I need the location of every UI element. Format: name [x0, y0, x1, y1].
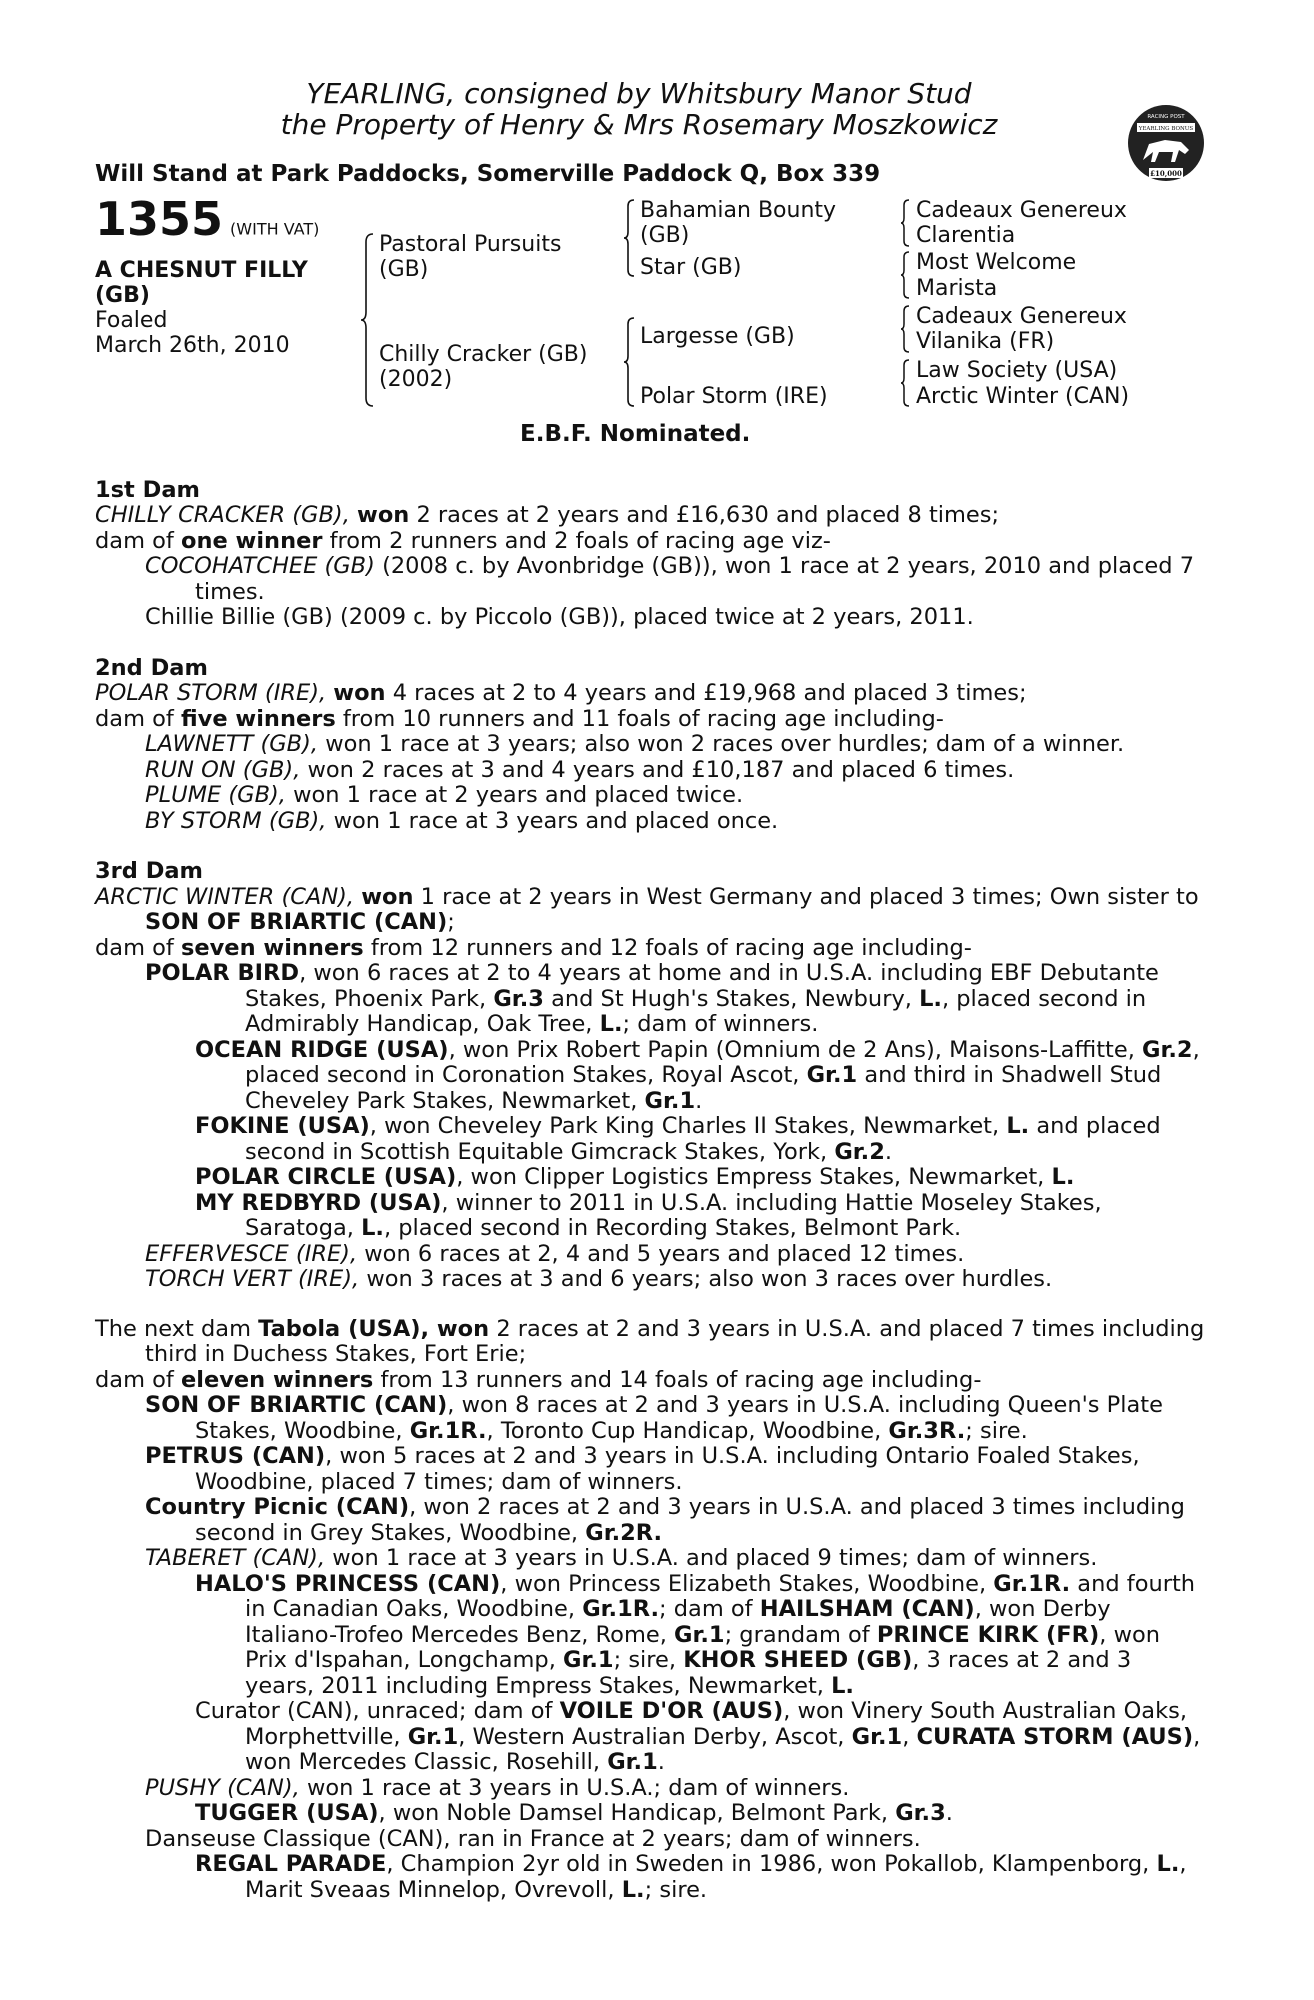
- third-dam-produce: dam of seven winners from 12 runners and 12 foals of racing age including-: [95, 934, 972, 961]
- foaled-date: March 26th, 2010: [95, 332, 290, 358]
- sire-origin: (GB): [379, 256, 429, 282]
- dam-sire: Largesse (GB): [640, 323, 795, 349]
- dam-dam: Polar Storm (IRE): [640, 383, 828, 409]
- badge-mid-text: YEARLING BONUS: [1138, 126, 1194, 132]
- produce-entry: REGAL PARADE, Champion 2yr old in Sweden in 1986, won Pokallob, Klampenborg, L., Marit Sveaas Minnelop, Ovrevoll, L.; sire.: [195, 1851, 1187, 1903]
- brace-icon: [899, 304, 911, 354]
- stand-location: Will Stand at Park Paddocks, Somerville Paddock Q, Box 339: [95, 161, 881, 187]
- produce-entry: BY STORM (GB), won 1 race at 3 years and placed once.: [145, 807, 779, 834]
- brace-icon: [899, 250, 911, 300]
- badge-amount-text: £10,000: [1150, 169, 1182, 178]
- produce-entry: Curator (CAN), unraced; dam of VOILE D'OR (AUS), won Vinery South Australian Oaks, Morphettville, Gr.1, Western Australian Derby, Ascot, Gr.1, CURATA STORM (AUS), won Mercedes Classic, Rosehill, Gr.1.: [195, 1698, 1201, 1775]
- third-dam-title: 3rd Dam: [95, 858, 203, 884]
- produce-entry: TUGGER (USA), won Noble Damsel Handicap, Belmont Park, Gr.3.: [195, 1800, 953, 1826]
- produce-entry: SON OF BRIARTIC (CAN), won 8 races at 2 and 3 years in U.S.A. including Queen's Plate Stakes, Woodbine, Gr.1R., Toronto Cup Handicap, Woodbine, Gr.3R.; sire.: [145, 1392, 1163, 1444]
- ggs-4: Marista: [916, 275, 998, 301]
- ggs-1: Cadeaux Genereux: [916, 197, 1127, 223]
- catalogue-page: [95, 78, 1205, 1903]
- third-dam-line: ARCTIC WINTER (CAN), won 1 race at 2 years in West Germany and placed 3 times; Own sister to SON OF BRIARTIC (CAN);: [95, 883, 1199, 935]
- ggs-6: Vilanika (FR): [916, 328, 1055, 354]
- sire-sire-origin: (GB): [640, 222, 690, 248]
- produce-entry: PETRUS (CAN), won 5 races at 2 and 3 years in U.S.A. including Ontario Foaled Stakes, Woodbine, placed 7 times; dam of winners.: [145, 1443, 1140, 1495]
- produce-entry: Country Picnic (CAN), won 2 races at 2 and 3 years in U.S.A. and placed 3 times including second in Grey Stakes, Woodbine, Gr.2R.: [145, 1494, 1185, 1546]
- lot-description: A CHESNUT FILLY: [95, 257, 308, 283]
- first-dam-produce: dam of one winner from 2 runners and 2 foals of racing age viz-: [95, 527, 831, 554]
- produce-entry: TABERET (CAN), won 1 race at 3 years in U.S.A. and placed 9 times; dam of winners.: [145, 1545, 1098, 1571]
- produce-entry: HALO'S PRINCESS (CAN), won Princess Elizabeth Stakes, Woodbine, Gr.1R. and fourth in Canadian Oaks, Woodbine, Gr.1R.; dam of HAILSHAM (CAN), won Derby Italiano-Trofeo Mercedes Benz, Rome, Gr.1; grandam of PRINCE KIRK (FR), won Prix d'Ispahan, Longchamp, Gr.1; sire, KHOR SHEED (GB), 3 races at 2 and 3 years, 2011 including Empress Stakes, Newmarket, L.: [195, 1570, 1196, 1699]
- brace-icon: [899, 358, 911, 408]
- vat-note: (WITH VAT): [230, 219, 320, 238]
- ggs-2: Clarentia: [916, 222, 1016, 248]
- property-line: the Property of Henry & Mrs Rosemary Moszkowicz: [280, 108, 998, 141]
- second-dam-produce: dam of five winners from 10 runners and 11 foals of racing age including-: [95, 705, 944, 732]
- dam-year: (2002): [379, 366, 453, 392]
- sire-dam: Star (GB): [640, 254, 742, 280]
- badge-top-text: RACING POST: [1147, 114, 1185, 120]
- brace-icon: [899, 198, 911, 248]
- produce-entry: Danseuse Classique (CAN), ran in France at 2 years; dam of winners.: [145, 1825, 921, 1852]
- produce-entry: MY REDBYRD (USA), winner to 2011 in U.S.A. including Hattie Moseley Stakes, Saratoga, L., placed second in Recording Stakes, Belmont Park.: [195, 1189, 1102, 1241]
- second-dam-title: 2nd Dam: [95, 654, 208, 681]
- produce-entry: FOKINE (USA), won Cheveley Park King Charles II Stakes, Newmarket, L. and placed second in Scottish Equitable Gimcrack Stakes, York, Gr.2.: [195, 1113, 1161, 1165]
- ggs-7: Law Society (USA): [916, 357, 1118, 383]
- second-dam-line: POLAR STORM (IRE), won 4 races at 2 to 4 years and £19,968 and placed 3 times;: [95, 680, 1027, 706]
- sire-name: Pastoral Pursuits: [379, 231, 562, 257]
- lot-number: 1355: [95, 191, 224, 246]
- produce-entry: RUN ON (GB), won 2 races at 3 and 4 years and £10,187 and placed 6 times.: [145, 756, 1015, 783]
- produce-entry: COCOHATCHEE (GB) (2008 c. by Avonbridge (GB)), won 1 race at 2 years, 2010 and placed 7 times.: [145, 553, 1195, 605]
- produce-entry: OCEAN RIDGE (USA), won Prix Robert Papin (Omnium de 2 Ans), Maisons-Laffitte, Gr.2, placed second in Coronation Stakes, Royal Ascot, Gr.1 and third in Shadwell Stud Cheveley Park Stakes, Newmarket, Gr.1.: [195, 1036, 1200, 1114]
- produce-entry: EFFERVESCE (IRE), won 6 races at 2, 4 and 5 years and placed 12 times.: [145, 1240, 965, 1267]
- brace-icon: [622, 316, 636, 408]
- lot-description-origin: (GB): [95, 282, 150, 308]
- next-dam-produce: dam of eleven winners from 13 runners and 14 foals of racing age including-: [95, 1366, 982, 1393]
- ggs-3: Most Welcome: [916, 249, 1077, 275]
- produce-entry: LAWNETT (GB), won 1 race at 3 years; also won 2 races over hurdles; dam of a winner.: [145, 731, 1125, 757]
- consignor-line: YEARLING, consigned by Whitsbury Manor Stud: [306, 77, 972, 110]
- produce-entry: POLAR BIRD, won 6 races at 2 to 4 years at home and in U.S.A. including EBF Debutante Stakes, Phoenix Park, Gr.3 and St Hugh's Stakes, Newbury, L., placed second in Admirably Handicap, Oak Tree, L.; dam of winners.: [145, 960, 1159, 1037]
- next-dam-line: The next dam Tabola (USA), won 2 races at 2 and 3 years in U.S.A. and placed 7 times including third in Duchess Stakes, Fort Erie;: [95, 1315, 1205, 1367]
- first-dam-line: CHILLY CRACKER (GB), won 2 races at 2 years and £16,630 and placed 8 times;: [95, 502, 1000, 528]
- first-dam-title: 1st Dam: [95, 476, 200, 503]
- ggs-8: Arctic Winter (CAN): [916, 383, 1130, 409]
- produce-entry: POLAR CIRCLE (USA), won Clipper Logistics Empress Stakes, Newmarket, L.: [195, 1164, 1075, 1190]
- produce-entry: TORCH VERT (IRE), won 3 races at 3 and 6 years; also won 3 races over hurdles.: [145, 1266, 1053, 1292]
- brace-icon: [359, 232, 375, 408]
- foaled-label: Foaled: [95, 307, 168, 333]
- produce-entry: PLUME (GB), won 1 race at 2 years and placed twice.: [145, 782, 744, 808]
- ebf-nominated: E.B.F. Nominated.: [520, 420, 751, 447]
- ggs-5: Cadeaux Genereux: [916, 303, 1127, 329]
- produce-entry: Chillie Billie (GB) (2009 c. by Piccolo (GB)), placed twice at 2 years, 2011.: [145, 604, 974, 630]
- produce-entry: PUSHY (CAN), won 1 race at 3 years in U.S.A.; dam of winners.: [145, 1774, 850, 1801]
- dam-name: Chilly Cracker (GB): [379, 341, 588, 367]
- brace-icon: [622, 198, 636, 278]
- pedigree-table: [95, 191, 1205, 456]
- sire-sire: Bahamian Bounty: [640, 197, 837, 223]
